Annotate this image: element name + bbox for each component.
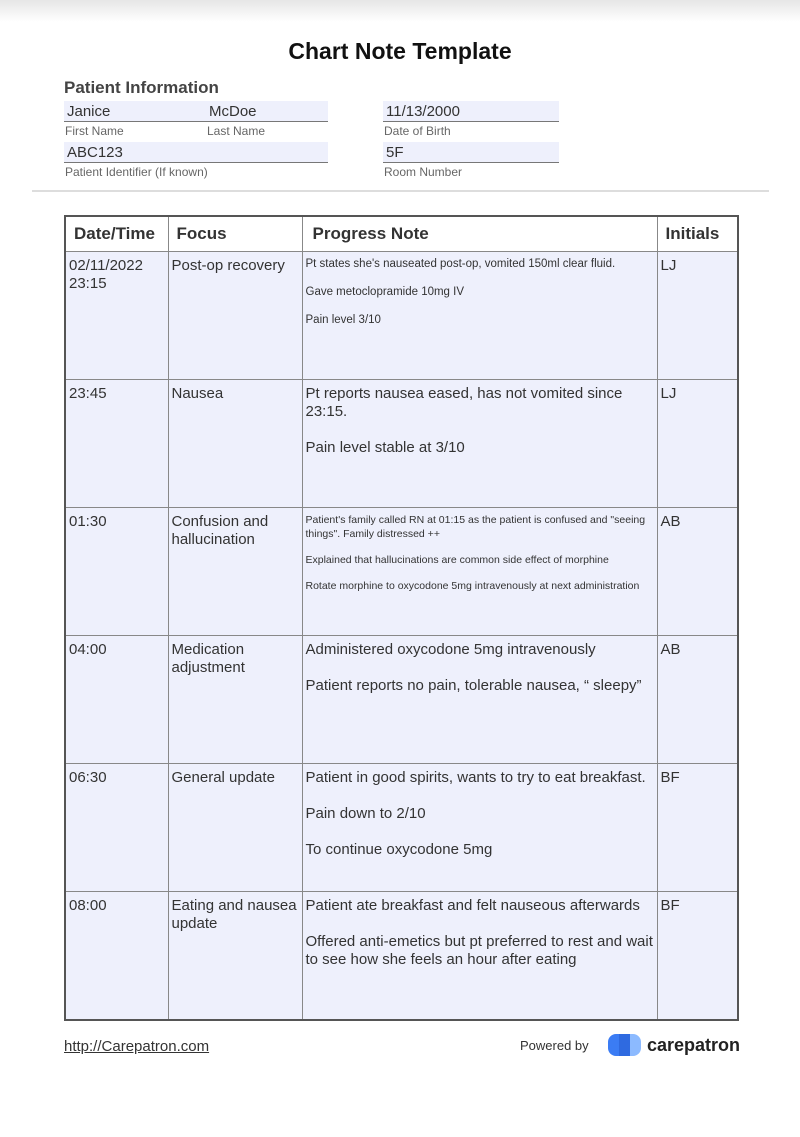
- note-line: Offered anti-emetics but pt preferred to rest and wait to see how she feels an hour after eating: [305, 933, 653, 968]
- cell-focus[interactable]: Confusion and hallucination: [168, 508, 302, 636]
- cell-initials[interactable]: BF: [657, 892, 738, 1021]
- table-header-row: [65, 216, 738, 252]
- cell-datetime[interactable]: 02/11/2022 23:15: [65, 252, 168, 380]
- note-line: Patient ate breakfast and felt nauseous afterwards: [305, 897, 640, 914]
- progress-notes-table: [64, 215, 739, 1021]
- cell-focus[interactable]: Eating and nausea update: [168, 892, 302, 1021]
- note-line: Rotate morphine to oxycodone 5mg intravenously at next administration: [305, 580, 640, 592]
- last-name-field: [206, 101, 328, 138]
- room-field: [383, 142, 559, 179]
- carepatron-link[interactable]: http://Carepatron.com: [64, 1038, 210, 1055]
- cell-initials[interactable]: AB: [657, 636, 738, 764]
- note-line: To continue oxycodone 5mg: [305, 841, 493, 858]
- cell-datetime[interactable]: 01:30: [65, 508, 168, 636]
- cell-focus[interactable]: General update: [168, 764, 302, 892]
- table-row: [65, 380, 738, 508]
- cell-initials[interactable]: AB: [657, 508, 738, 636]
- cell-datetime[interactable]: 08:00: [65, 892, 168, 1021]
- note-line: Pain level 3/10: [305, 314, 381, 326]
- section-divider: [32, 190, 769, 192]
- identifier-value[interactable]: ABC123: [64, 142, 328, 163]
- carepatron-logo-icon: [606, 1031, 644, 1059]
- header-datetime: Date/Time: [65, 216, 168, 252]
- top-shade: [0, 0, 800, 22]
- document-title: Chart Note Template: [288, 38, 512, 64]
- powered-by-text: Powered by: [520, 1038, 589, 1053]
- note-line: Patient's family called RN at 01:15 as the patient is confused and "seeing things". Family distressed ++: [305, 514, 646, 540]
- table-row: [65, 636, 738, 764]
- header-focus: Focus: [168, 216, 302, 252]
- cell-initials[interactable]: LJ: [657, 252, 738, 380]
- table-row: [65, 252, 738, 380]
- table-row: [65, 892, 738, 1021]
- cell-progress-note[interactable]: [302, 764, 657, 892]
- note-line: Gave metoclopramide 10mg IV: [305, 286, 465, 298]
- carepatron-brand: carepatron: [647, 1034, 741, 1055]
- header-progress-note: Progress Note: [302, 216, 657, 252]
- cell-progress-note[interactable]: [302, 892, 657, 1021]
- note-line: Pain down to 2/10: [305, 805, 426, 822]
- room-label: Room Number: [384, 165, 463, 179]
- dob-value[interactable]: 11/13/2000: [383, 101, 559, 122]
- cell-progress-note[interactable]: [302, 380, 657, 508]
- identifier-label: Patient Identifier (If known): [65, 165, 208, 179]
- carepatron-logo[interactable]: [606, 1031, 740, 1059]
- header-initials: Initials: [657, 216, 738, 252]
- cell-datetime[interactable]: 06:30: [65, 764, 168, 892]
- cell-focus[interactable]: Medication adjustment: [168, 636, 302, 764]
- last-name-value[interactable]: McDoe: [206, 101, 328, 122]
- cell-progress-note[interactable]: [302, 636, 657, 764]
- note-line: Explained that hallucinations are common side effect of morphine: [305, 554, 609, 566]
- identifier-field: [64, 142, 328, 179]
- cell-focus[interactable]: Post-op recovery: [168, 252, 302, 380]
- table-row: [65, 508, 738, 636]
- cell-progress-note[interactable]: [302, 508, 657, 636]
- cell-progress-note[interactable]: [302, 252, 657, 380]
- table-row: [65, 764, 738, 892]
- first-name-field: [64, 101, 206, 138]
- first-name-label: First Name: [65, 124, 124, 138]
- dob-field: [383, 101, 559, 138]
- cell-datetime[interactable]: 23:45: [65, 380, 168, 508]
- patient-info-heading: Patient Information: [64, 78, 219, 97]
- note-line: Pain level stable at 3/10: [305, 439, 465, 456]
- first-name-value[interactable]: Janice: [64, 101, 206, 122]
- cell-initials[interactable]: LJ: [657, 380, 738, 508]
- last-name-label: Last Name: [207, 124, 266, 138]
- cell-datetime[interactable]: 04:00: [65, 636, 168, 764]
- cell-initials[interactable]: BF: [657, 764, 738, 892]
- note-line: Administered oxycodone 5mg intravenously: [305, 641, 596, 658]
- note-line: Pt states she's nauseated post-op, vomited 150ml clear fluid.: [305, 258, 616, 270]
- cell-focus[interactable]: Nausea: [168, 380, 302, 508]
- note-line: Patient reports no pain, tolerable nausea, “ sleepy”: [305, 677, 642, 694]
- room-value[interactable]: 5F: [383, 142, 559, 163]
- note-line: Patient in good spirits, wants to try to eat breakfast.: [305, 769, 646, 786]
- dob-label: Date of Birth: [384, 124, 451, 138]
- note-line: Pt reports nausea eased, has not vomited since 23:15.: [305, 385, 623, 420]
